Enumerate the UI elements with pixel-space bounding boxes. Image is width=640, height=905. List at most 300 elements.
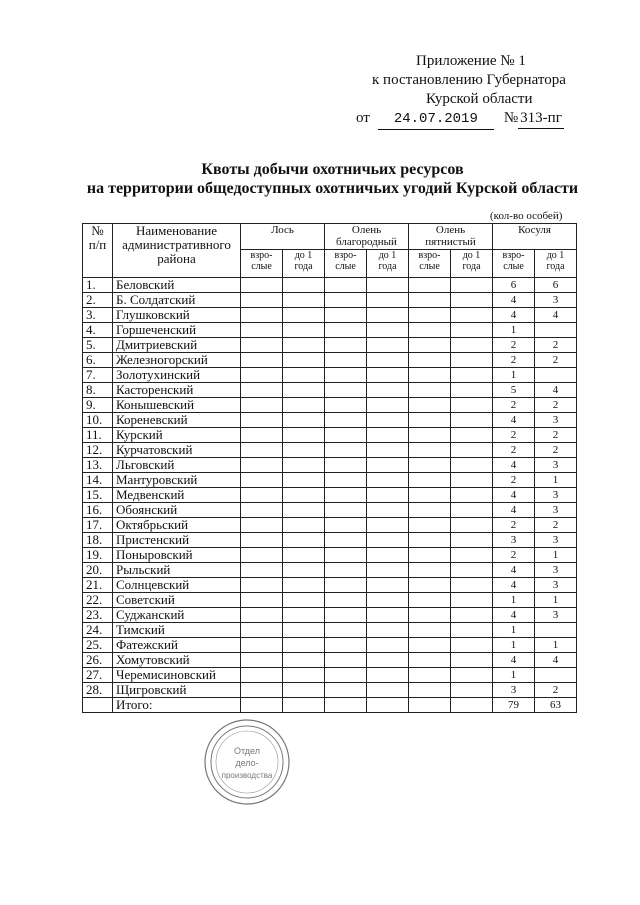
- empty-cell: [241, 698, 283, 713]
- empty-cell: [325, 278, 367, 293]
- empty-cell: [283, 608, 325, 623]
- subheader-adult: взро-слые: [409, 250, 451, 278]
- roe-adult-cell: 2: [493, 473, 535, 488]
- empty-cell: [283, 668, 325, 683]
- header-moose: Лось: [241, 224, 325, 250]
- title-line-2: на территории общедоступных охотничьих угодий Курской области: [86, 180, 579, 197]
- empty-cell: [241, 458, 283, 473]
- empty-cell: [451, 698, 493, 713]
- empty-cell: [325, 578, 367, 593]
- appendix-line-3: Курской области: [426, 91, 533, 107]
- row-number: 2.: [83, 293, 113, 308]
- empty-cell: [241, 593, 283, 608]
- appendix-header: [350, 52, 590, 130]
- district-name: Горшеченский: [113, 323, 241, 338]
- row-number: 15.: [83, 488, 113, 503]
- total-number-cell: [83, 698, 113, 713]
- empty-cell: [241, 278, 283, 293]
- roe-young-cell: 3: [535, 503, 577, 518]
- empty-cell: [283, 293, 325, 308]
- roe-adult-cell: 2: [493, 398, 535, 413]
- roe-young-cell: 3: [535, 608, 577, 623]
- empty-cell: [283, 383, 325, 398]
- appendix-line-2: к постановлению Губернатора: [372, 72, 566, 88]
- document-date: 24.07.2019: [378, 110, 494, 130]
- title-line-1: Квоты добычи охотничьих ресурсов: [201, 161, 464, 178]
- empty-cell: [325, 293, 367, 308]
- row-number: 3.: [83, 308, 113, 323]
- table-row: [83, 608, 577, 623]
- empty-cell: [325, 353, 367, 368]
- empty-cell: [367, 293, 409, 308]
- row-number: 14.: [83, 473, 113, 488]
- empty-cell: [409, 638, 451, 653]
- empty-cell: [241, 503, 283, 518]
- roe-adult-cell: 4: [493, 488, 535, 503]
- empty-cell: [241, 323, 283, 338]
- empty-cell: [367, 443, 409, 458]
- empty-cell: [451, 413, 493, 428]
- empty-cell: [367, 413, 409, 428]
- empty-cell: [409, 653, 451, 668]
- district-name: Глушковский: [113, 308, 241, 323]
- empty-cell: [451, 638, 493, 653]
- empty-cell: [409, 548, 451, 563]
- table-row: [83, 593, 577, 608]
- from-label: от: [356, 110, 370, 126]
- empty-cell: [409, 353, 451, 368]
- empty-cell: [325, 698, 367, 713]
- roe-young-cell: 1: [535, 548, 577, 563]
- empty-cell: [451, 458, 493, 473]
- empty-cell: [325, 383, 367, 398]
- table-row: [83, 383, 577, 398]
- empty-cell: [451, 278, 493, 293]
- empty-cell: [451, 338, 493, 353]
- row-number: 13.: [83, 458, 113, 473]
- roe-adult-cell: 3: [493, 683, 535, 698]
- empty-cell: [451, 473, 493, 488]
- district-name: Щигровский: [113, 683, 241, 698]
- empty-cell: [241, 638, 283, 653]
- roe-young-cell: 1: [535, 593, 577, 608]
- roe-adult-cell: 4: [493, 293, 535, 308]
- empty-cell: [451, 593, 493, 608]
- appendix-title: Приложение № 1: [416, 53, 526, 69]
- empty-cell: [283, 533, 325, 548]
- district-name: Конышевский: [113, 398, 241, 413]
- roe-young-cell: 1: [535, 638, 577, 653]
- roe-adult-cell: 3: [493, 533, 535, 548]
- row-number: 10.: [83, 413, 113, 428]
- empty-cell: [241, 683, 283, 698]
- empty-cell: [409, 473, 451, 488]
- empty-cell: [325, 368, 367, 383]
- empty-cell: [367, 608, 409, 623]
- roe-adult-cell: 4: [493, 503, 535, 518]
- roe-adult-cell: 4: [493, 608, 535, 623]
- empty-cell: [451, 578, 493, 593]
- empty-cell: [409, 293, 451, 308]
- empty-cell: [451, 428, 493, 443]
- empty-cell: [367, 473, 409, 488]
- roe-young-cell: 2: [535, 443, 577, 458]
- table-row: [83, 578, 577, 593]
- quota-table: [82, 223, 577, 713]
- empty-cell: [409, 488, 451, 503]
- empty-cell: [325, 503, 367, 518]
- stamp-line-1: Отдел: [233, 746, 261, 756]
- roe-young-cell: 2: [535, 518, 577, 533]
- roe-young-cell: 4: [535, 653, 577, 668]
- empty-cell: [451, 488, 493, 503]
- roe-young-cell: [535, 368, 577, 383]
- empty-cell: [283, 323, 325, 338]
- empty-cell: [283, 638, 325, 653]
- empty-cell: [283, 653, 325, 668]
- row-number: 28.: [83, 683, 113, 698]
- empty-cell: [367, 533, 409, 548]
- empty-cell: [325, 593, 367, 608]
- roe-young-cell: [535, 623, 577, 638]
- empty-cell: [451, 323, 493, 338]
- table-row: [83, 533, 577, 548]
- appendix-date-line: [350, 109, 590, 130]
- district-name: Кореневский: [113, 413, 241, 428]
- table-row: [83, 278, 577, 293]
- stamp-line-3: производства: [221, 771, 273, 780]
- district-name: Черемисиновский: [113, 668, 241, 683]
- table-row: [83, 293, 577, 308]
- empty-cell: [409, 413, 451, 428]
- empty-cell: [367, 428, 409, 443]
- empty-cell: [409, 338, 451, 353]
- empty-cell: [409, 563, 451, 578]
- empty-cell: [325, 323, 367, 338]
- empty-cell: [367, 398, 409, 413]
- empty-cell: [241, 293, 283, 308]
- subheader-young: до 1 года: [451, 250, 493, 278]
- roe-young-cell: 3: [535, 413, 577, 428]
- empty-cell: [409, 428, 451, 443]
- district-name: Солнцевский: [113, 578, 241, 593]
- row-number: 8.: [83, 383, 113, 398]
- total-roe-young: 63: [535, 698, 577, 713]
- empty-cell: [325, 308, 367, 323]
- empty-cell: [451, 518, 493, 533]
- empty-cell: [241, 668, 283, 683]
- empty-cell: [451, 503, 493, 518]
- empty-cell: [409, 698, 451, 713]
- empty-cell: [367, 593, 409, 608]
- row-number: 19.: [83, 548, 113, 563]
- roe-young-cell: 2: [535, 338, 577, 353]
- empty-cell: [409, 503, 451, 518]
- empty-cell: [409, 458, 451, 473]
- number-label: №: [503, 110, 519, 126]
- roe-adult-cell: 5: [493, 383, 535, 398]
- district-name: Беловский: [113, 278, 241, 293]
- roe-adult-cell: 1: [493, 323, 535, 338]
- empty-cell: [325, 428, 367, 443]
- roe-adult-cell: 6: [493, 278, 535, 293]
- roe-adult-cell: 1: [493, 638, 535, 653]
- empty-cell: [409, 578, 451, 593]
- table-row: [83, 668, 577, 683]
- roe-young-cell: 6: [535, 278, 577, 293]
- subheader-adult: взро-слые: [241, 250, 283, 278]
- district-name: Дмитриевский: [113, 338, 241, 353]
- empty-cell: [241, 308, 283, 323]
- empty-cell: [451, 443, 493, 458]
- empty-cell: [325, 488, 367, 503]
- table-row: [83, 308, 577, 323]
- row-number: 7.: [83, 368, 113, 383]
- empty-cell: [283, 368, 325, 383]
- empty-cell: [451, 368, 493, 383]
- empty-cell: [283, 338, 325, 353]
- table-row: [83, 638, 577, 653]
- table-row: [83, 548, 577, 563]
- row-number: 21.: [83, 578, 113, 593]
- district-name: Золотухинский: [113, 368, 241, 383]
- district-name: Суджанский: [113, 608, 241, 623]
- empty-cell: [325, 683, 367, 698]
- empty-cell: [367, 548, 409, 563]
- row-number: 6.: [83, 353, 113, 368]
- empty-cell: [451, 383, 493, 398]
- empty-cell: [241, 653, 283, 668]
- empty-cell: [451, 668, 493, 683]
- district-name: Обоянский: [113, 503, 241, 518]
- roe-young-cell: [535, 323, 577, 338]
- roe-adult-cell: 1: [493, 368, 535, 383]
- empty-cell: [367, 698, 409, 713]
- empty-cell: [283, 278, 325, 293]
- roe-adult-cell: 1: [493, 593, 535, 608]
- empty-cell: [325, 413, 367, 428]
- empty-cell: [325, 518, 367, 533]
- table-row: [83, 473, 577, 488]
- header-red-deer: Олень благородный: [325, 224, 409, 250]
- row-number: 5.: [83, 338, 113, 353]
- district-name: Советский: [113, 593, 241, 608]
- empty-cell: [451, 353, 493, 368]
- table-row: [83, 368, 577, 383]
- row-number: 4.: [83, 323, 113, 338]
- roe-adult-cell: 2: [493, 518, 535, 533]
- empty-cell: [367, 338, 409, 353]
- district-name: Касторенский: [113, 383, 241, 398]
- roe-adult-cell: 1: [493, 623, 535, 638]
- empty-cell: [283, 548, 325, 563]
- empty-cell: [451, 293, 493, 308]
- roe-adult-cell: 2: [493, 548, 535, 563]
- empty-cell: [409, 533, 451, 548]
- row-number: 1.: [83, 278, 113, 293]
- district-name: Медвенский: [113, 488, 241, 503]
- roe-young-cell: 2: [535, 683, 577, 698]
- roe-adult-cell: 2: [493, 443, 535, 458]
- roe-adult-cell: 4: [493, 458, 535, 473]
- empty-cell: [283, 503, 325, 518]
- empty-cell: [451, 398, 493, 413]
- empty-cell: [409, 593, 451, 608]
- roe-young-cell: 4: [535, 383, 577, 398]
- empty-cell: [367, 683, 409, 698]
- empty-cell: [241, 368, 283, 383]
- empty-cell: [367, 563, 409, 578]
- roe-young-cell: 2: [535, 398, 577, 413]
- roe-young-cell: 1: [535, 473, 577, 488]
- table-row: [83, 428, 577, 443]
- district-name: Курчатовский: [113, 443, 241, 458]
- empty-cell: [241, 353, 283, 368]
- stamp-line-2: дело-: [235, 758, 259, 768]
- empty-cell: [241, 563, 283, 578]
- roe-adult-cell: 4: [493, 578, 535, 593]
- empty-cell: [283, 593, 325, 608]
- empty-cell: [451, 548, 493, 563]
- district-name: Пристенский: [113, 533, 241, 548]
- empty-cell: [325, 443, 367, 458]
- empty-cell: [325, 398, 367, 413]
- empty-cell: [325, 653, 367, 668]
- empty-cell: [451, 533, 493, 548]
- header-sika-deer: Олень пятнистый: [409, 224, 493, 250]
- total-row: [83, 698, 577, 713]
- table-row: [83, 443, 577, 458]
- unit-note: (кол-во особей): [490, 210, 563, 222]
- header-district: Наименование административного района: [113, 224, 241, 278]
- district-name: Мантуровский: [113, 473, 241, 488]
- empty-cell: [367, 308, 409, 323]
- subheader-young: до 1 года: [367, 250, 409, 278]
- roe-young-cell: 3: [535, 488, 577, 503]
- empty-cell: [325, 608, 367, 623]
- roe-adult-cell: 4: [493, 563, 535, 578]
- empty-cell: [367, 488, 409, 503]
- table-row: [83, 353, 577, 368]
- table-row: [83, 683, 577, 698]
- empty-cell: [451, 683, 493, 698]
- empty-cell: [367, 503, 409, 518]
- roe-young-cell: 2: [535, 353, 577, 368]
- empty-cell: [241, 383, 283, 398]
- district-name: Железногорский: [113, 353, 241, 368]
- row-number: 11.: [83, 428, 113, 443]
- row-number: 24.: [83, 623, 113, 638]
- empty-cell: [451, 653, 493, 668]
- empty-cell: [367, 323, 409, 338]
- empty-cell: [367, 458, 409, 473]
- row-number: 22.: [83, 593, 113, 608]
- empty-cell: [367, 353, 409, 368]
- empty-cell: [283, 473, 325, 488]
- empty-cell: [451, 308, 493, 323]
- empty-cell: [409, 443, 451, 458]
- empty-cell: [283, 488, 325, 503]
- empty-cell: [241, 578, 283, 593]
- row-number: 26.: [83, 653, 113, 668]
- roe-adult-cell: 2: [493, 353, 535, 368]
- empty-cell: [283, 698, 325, 713]
- roe-adult-cell: 2: [493, 428, 535, 443]
- empty-cell: [283, 398, 325, 413]
- empty-cell: [409, 683, 451, 698]
- roe-adult-cell: 2: [493, 338, 535, 353]
- empty-cell: [325, 623, 367, 638]
- empty-cell: [325, 563, 367, 578]
- table-row: [83, 563, 577, 578]
- subheader-adult: взро-слые: [325, 250, 367, 278]
- row-number: 16.: [83, 503, 113, 518]
- empty-cell: [283, 623, 325, 638]
- empty-cell: [283, 428, 325, 443]
- roe-adult-cell: 4: [493, 413, 535, 428]
- total-roe-adult: 79: [493, 698, 535, 713]
- document-title: [60, 160, 605, 198]
- table-row: [83, 653, 577, 668]
- subheader-adult: взро-слые: [493, 250, 535, 278]
- empty-cell: [283, 353, 325, 368]
- empty-cell: [409, 383, 451, 398]
- table-row: [83, 488, 577, 503]
- roe-adult-cell: 4: [493, 653, 535, 668]
- empty-cell: [325, 668, 367, 683]
- table-row: [83, 623, 577, 638]
- district-name: Октябрьский: [113, 518, 241, 533]
- empty-cell: [241, 443, 283, 458]
- total-label: Итого:: [113, 698, 241, 713]
- empty-cell: [283, 578, 325, 593]
- district-name: Хомутовский: [113, 653, 241, 668]
- roe-young-cell: 4: [535, 308, 577, 323]
- empty-cell: [367, 383, 409, 398]
- roe-young-cell: 3: [535, 458, 577, 473]
- table-row: [83, 503, 577, 518]
- empty-cell: [241, 398, 283, 413]
- empty-cell: [409, 623, 451, 638]
- empty-cell: [283, 518, 325, 533]
- empty-cell: [367, 278, 409, 293]
- empty-cell: [241, 548, 283, 563]
- header-number: № п/п: [83, 224, 113, 278]
- empty-cell: [241, 518, 283, 533]
- row-number: 17.: [83, 518, 113, 533]
- empty-cell: [325, 638, 367, 653]
- subheader-young: до 1 года: [535, 250, 577, 278]
- roe-young-cell: 3: [535, 578, 577, 593]
- empty-cell: [325, 548, 367, 563]
- empty-cell: [283, 413, 325, 428]
- empty-cell: [367, 623, 409, 638]
- row-number: 9.: [83, 398, 113, 413]
- roe-adult-cell: 1: [493, 668, 535, 683]
- roe-young-cell: 3: [535, 293, 577, 308]
- header-roe-deer: Косуля: [493, 224, 577, 250]
- district-name: Фатежский: [113, 638, 241, 653]
- department-stamp: [203, 718, 291, 806]
- empty-cell: [283, 443, 325, 458]
- empty-cell: [241, 428, 283, 443]
- district-name: Рыльский: [113, 563, 241, 578]
- roe-young-cell: 3: [535, 533, 577, 548]
- empty-cell: [451, 623, 493, 638]
- row-number: 27.: [83, 668, 113, 683]
- table-row: [83, 398, 577, 413]
- row-number: 20.: [83, 563, 113, 578]
